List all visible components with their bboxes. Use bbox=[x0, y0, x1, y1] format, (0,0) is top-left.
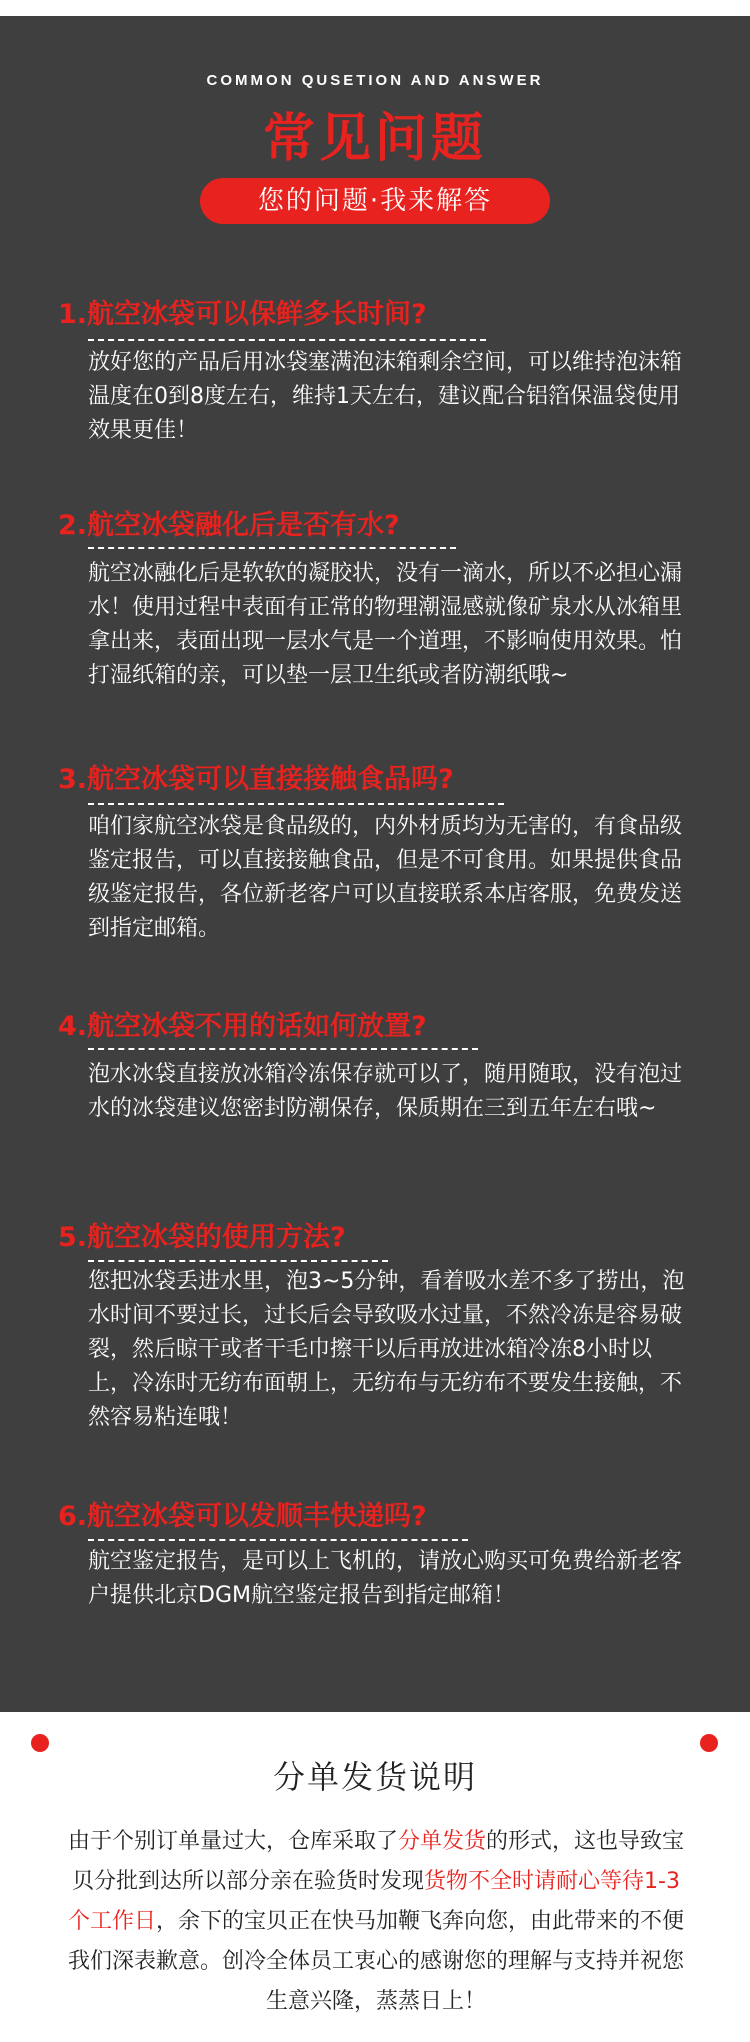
page-title: 常见问题 bbox=[262, 109, 487, 169]
notice-body bbox=[66, 1822, 686, 2022]
decor-dot-right bbox=[700, 1734, 718, 1752]
section-eyebrow: COMMON QUSETION AND ANSWER bbox=[206, 72, 544, 89]
faq-answer-3: 咱们家航空冰袋是食品级的，内外材质均为无害的，有食品级鉴定报告，可以直接接触食品，但是不可食用。如果提供食品级鉴定报告，各位新老客户可以直接联系本店客服，免费发送到指定邮箱。 bbox=[88, 814, 683, 941]
faq-question-2: 2.航空冰袋融化后是否有水? bbox=[58, 510, 400, 541]
top-white-strip bbox=[0, 0, 750, 16]
notice-text-3: ，余下的宝贝正在快马加鞭飞奔向您，由此带来的不便我们深表歉意。创冷全体员工衷心的感谢您的理解与支持并祝您生意兴隆，蒸蒸日上！ bbox=[67, 1909, 685, 2014]
faq-question-4: 4.航空冰袋不用的话如何放置? bbox=[58, 1011, 427, 1042]
faq-divider-3 bbox=[88, 803, 504, 805]
notice-text-1: 由于个别订单量过大，仓库采取了 bbox=[67, 1829, 398, 1854]
notice-title: 分单发货说明 bbox=[272, 1758, 477, 1796]
notice-highlight-1: 分单发货 bbox=[397, 1829, 486, 1854]
notice-highlight-2: 货物不全时请耐心等待1-3个工作日 bbox=[67, 1869, 680, 1934]
faq-divider-6 bbox=[88, 1539, 468, 1541]
faq-divider-2 bbox=[88, 547, 456, 549]
decor-dot-left bbox=[31, 1734, 49, 1752]
notice-text-2: 的形式，这也导致宝贝分批到达所以部分亲在验货时发现 bbox=[72, 1829, 685, 1894]
subtitle-badge: 您的问题·我来解答 bbox=[200, 178, 550, 224]
faq-answer-2: 航空冰融化后是软软的凝胶状，没有一滴水，所以不必担心漏水！使用过程中表面有正常的物理潮湿感就像矿泉水从冰箱里拿出来，表面出现一层水气是一个道理，不影响使用效果。怕打湿纸箱的亲，可以垫一层卫生纸或者防潮纸哦~ bbox=[88, 561, 683, 688]
faq-answer-1: 放好您的产品后用冰袋塞满泡沫箱剩余空间，可以维持泡沫箱温度在0到8度左右，维持1天左右，建议配合铝箔保温袋使用效果更佳！ bbox=[88, 350, 683, 443]
faq-divider-1 bbox=[88, 339, 486, 341]
faq-divider-5 bbox=[88, 1260, 388, 1262]
faq-question-3: 3.航空冰袋可以直接接触食品吗? bbox=[58, 764, 454, 795]
faq-question-5: 5.航空冰袋的使用方法? bbox=[58, 1222, 346, 1253]
faq-question-1: 1.航空冰袋可以保鲜多长时间? bbox=[58, 299, 427, 330]
faq-answer-4: 泡水冰袋直接放冰箱冷冻保存就可以了，随用随取，没有泡过水的冰袋建议您密封防潮保存，保质期在三到五年左右哦~ bbox=[88, 1062, 683, 1121]
faq-divider-4 bbox=[88, 1048, 478, 1050]
faq-answer-6: 航空鉴定报告，是可以上飞机的，请放心购买可免费给新老客户提供北京DGM航空鉴定报告到指定邮箱！ bbox=[88, 1549, 683, 1608]
faq-answer-5: 您把冰袋丢进水里，泡3~5分钟，看着吸水差不多了捞出，泡水时间不要过长，过长后会导致吸水过量，不然冷冻是容易破裂，然后晾干或者干毛巾擦干以后再放进冰箱冷冻8小时以上，冷冻时无纺布面朝上，无纺布与无纺布不要发生接触，不然容易粘连哦！ bbox=[88, 1269, 685, 1430]
faq-question-6: 6.航空冰袋可以发顺丰快递吗? bbox=[58, 1501, 427, 1532]
